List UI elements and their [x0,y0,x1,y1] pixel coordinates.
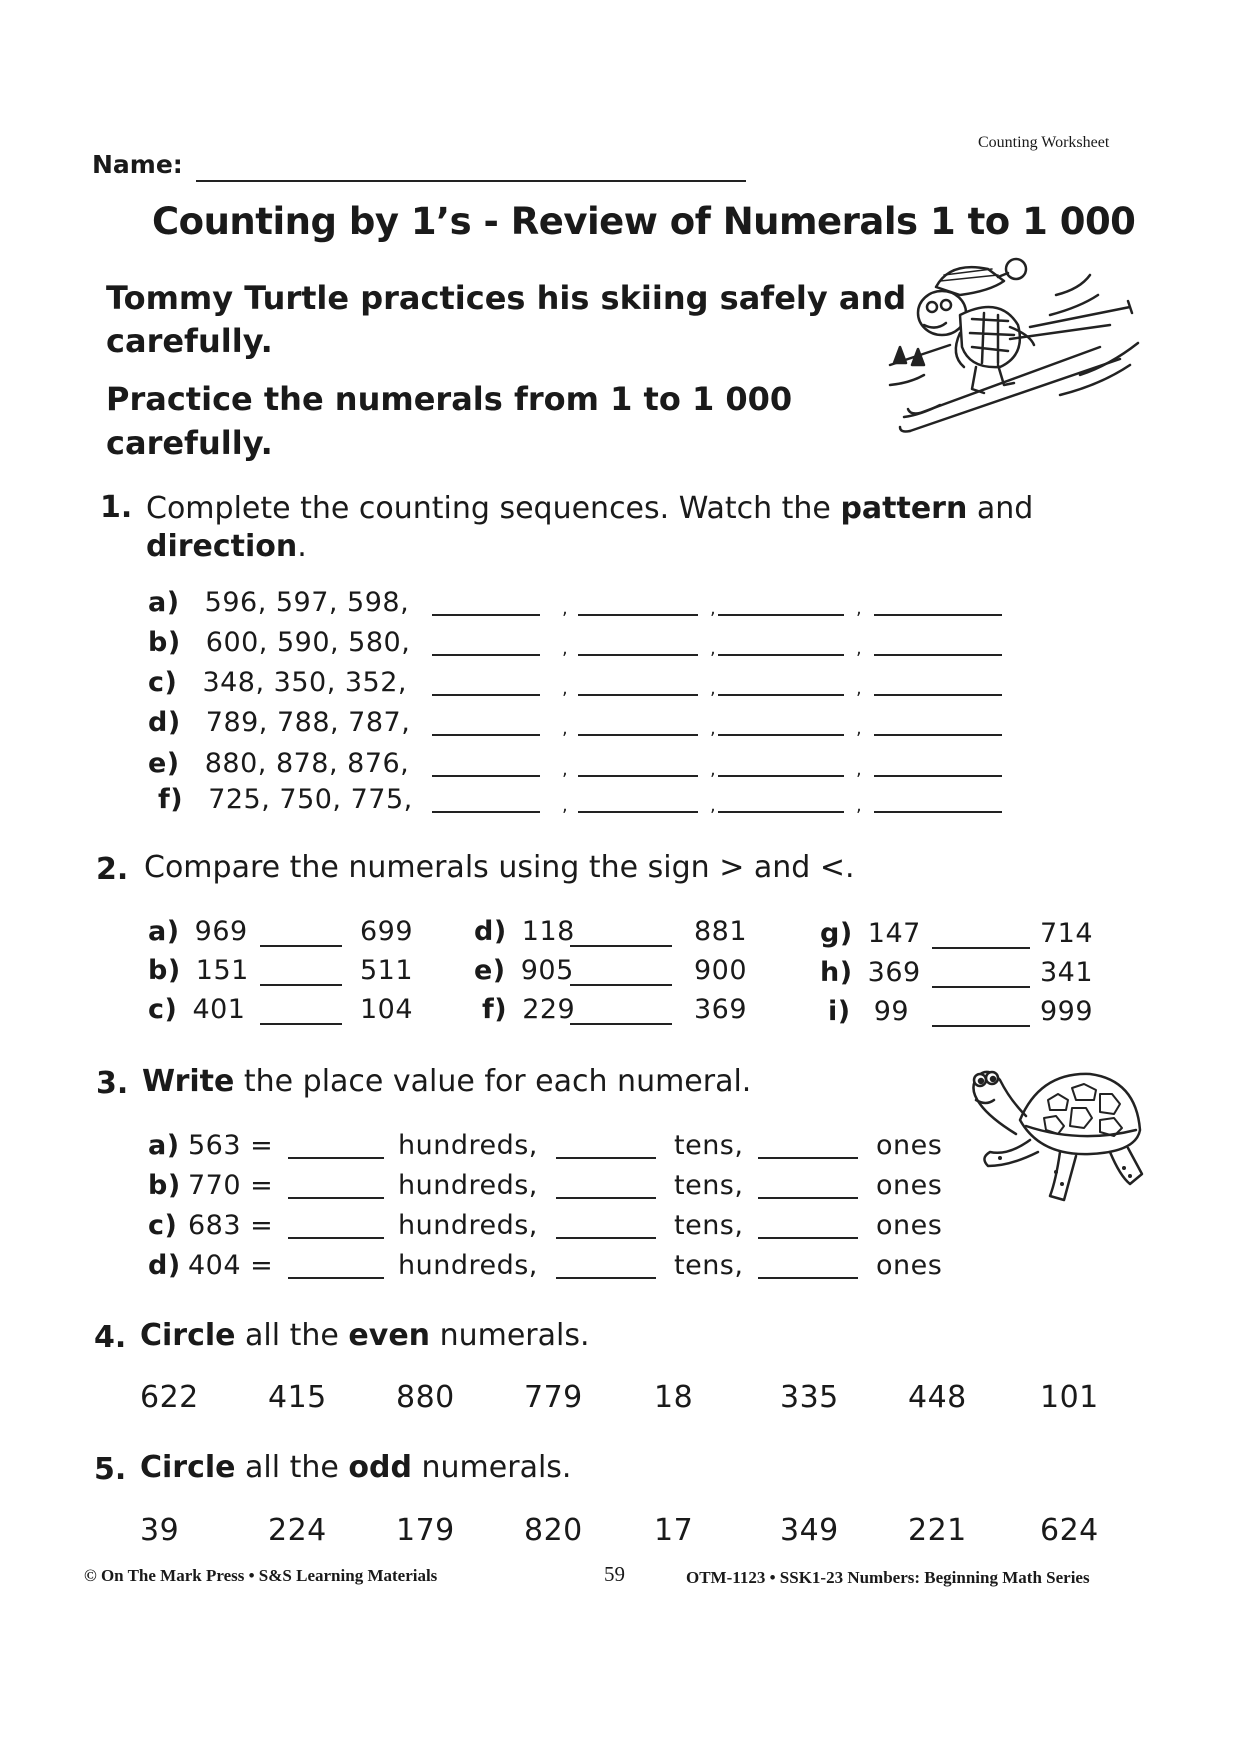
hundreds-word: hundreds, [398,1210,538,1241]
svg-text:,: , [562,718,568,739]
q5-text-1: all the [235,1450,349,1485]
left-number: 151 [195,955,249,986]
numeral-option[interactable]: 17 [654,1513,694,1548]
sequence: 596, 597, 598, [204,587,410,618]
q4-prompt [140,1318,590,1353]
sequence: 600, 590, 580, [205,627,411,658]
left-number: 147 [867,918,921,949]
item-label: c) [148,667,178,698]
intro-line-2: carefully. [106,322,273,360]
q2-right-number: 881 [694,916,748,947]
q3-answer-blank[interactable] [758,1277,858,1279]
left-number: 401 [192,994,246,1025]
q1-bold-direction: direction [146,529,298,564]
q2-blank-f[interactable] [570,1023,672,1025]
hundreds-word: hundreds, [398,1130,538,1161]
q3-answer-blank[interactable] [556,1237,656,1239]
numeral-option[interactable]: 415 [268,1380,327,1415]
item-label: g) [820,918,853,949]
ones-word: ones [876,1210,943,1241]
q2-right-number: 699 [360,916,414,947]
turtle-illustration [960,1060,1150,1210]
left-number: 118 [521,916,575,947]
sequence: 725, 750, 775, [208,784,413,815]
numeral-option[interactable]: 349 [780,1513,839,1548]
q1-text-a: Complete the counting sequences. Watch the [146,491,841,526]
q3-answer-blank[interactable] [556,1197,656,1199]
tens-word: tens, [674,1250,744,1281]
svg-text:,: , [856,598,862,619]
q1-bold-pattern: pattern [840,491,968,526]
q5-bold-circle: Circle [140,1450,236,1485]
svg-text:,: , [562,678,568,699]
item-label: a) [148,1130,180,1161]
q5-number: 5. [94,1452,127,1487]
q5-text-2: numerals. [411,1450,572,1485]
item-label: a) [148,587,180,618]
numeral-option[interactable]: 448 [908,1380,967,1415]
svg-text:,: , [710,678,716,699]
tens-word: tens, [674,1130,744,1161]
q5-prompt [140,1450,571,1485]
left-number: 905 [520,955,574,986]
numeral-option[interactable]: 624 [1040,1513,1099,1548]
q4-bold-circle: Circle [140,1318,236,1353]
sequence: 789, 788, 787, [205,707,411,738]
item-label: b) [148,627,181,658]
sequence: 348, 350, 352, [202,667,407,698]
q3-text: the place value for each numeral. [234,1064,752,1099]
item-label: d) [148,1250,181,1281]
item-label: c) [148,994,178,1025]
q2-blank-h[interactable] [932,986,1030,988]
sequence: 880, 878, 876, [204,748,410,779]
q1-text-c: . [297,529,307,564]
q2-prompt: Compare the numerals using the sign > and <. [144,850,855,885]
page-number: 59 [604,1562,625,1586]
q2-blank-i[interactable] [932,1025,1030,1027]
name-label: Name: [92,150,183,179]
numeral-option[interactable]: 820 [524,1513,583,1548]
place-value-number: 770 = [188,1170,274,1201]
worksheet-tag: Counting Worksheet [978,134,1110,151]
q2-blank-e[interactable] [570,984,672,986]
q2-item [820,957,921,988]
tens-word: tens, [674,1170,744,1201]
intro-line-3: Practice the numerals from 1 to 1 000 [106,380,793,418]
svg-text:,: , [710,718,716,739]
ones-word: ones [876,1250,943,1281]
svg-text:,: , [562,759,568,780]
numeral-option[interactable]: 101 [1040,1380,1099,1415]
q4-bold-even: even [348,1318,431,1353]
item-label: h) [820,957,853,988]
q1-text-b: and [967,491,1034,526]
place-value-number: 404 = [188,1250,274,1281]
item-label: e) [474,955,506,986]
q2-item [148,916,248,947]
numeral-option[interactable]: 18 [654,1380,694,1415]
numeral-option[interactable]: 880 [396,1380,455,1415]
numeral-option[interactable]: 224 [268,1513,327,1548]
q2-blank-d[interactable] [570,945,672,947]
q3-answer-blank[interactable] [288,1237,384,1239]
svg-text:,: , [562,598,568,619]
item-label: d) [474,916,507,947]
left-number: 99 [873,996,910,1027]
svg-text:,: , [856,718,862,739]
place-value-number: 563 = [188,1130,274,1161]
q3-answer-blank[interactable] [758,1157,858,1159]
svg-text:,: , [710,795,716,816]
q2-item [148,994,246,1025]
item-label: d) [148,707,181,738]
q4-text-2: numerals. [430,1318,590,1353]
svg-text:,: , [710,759,716,780]
numeral-option[interactable]: 221 [908,1513,967,1548]
q2-item [148,955,249,986]
q2-right-number: 369 [694,994,748,1025]
q3-answer-blank[interactable] [556,1157,656,1159]
item-label: i) [828,996,851,1027]
svg-text:,: , [856,678,862,699]
intro-line-1: Tommy Turtle practices his skiing safely and [106,279,907,317]
hundreds-word: hundreds, [398,1250,538,1281]
q2-item [820,918,921,949]
tens-word: tens, [674,1210,744,1241]
q2-item [482,994,575,1025]
q2-blank-g[interactable] [932,947,1030,949]
q2-right-number: 999 [1040,996,1094,1027]
q5-bold-odd: odd [348,1450,412,1485]
q3-answer-blank[interactable] [556,1277,656,1279]
svg-text:,: , [856,795,862,816]
q2-item [474,916,575,947]
q2-blank-c[interactable] [260,1023,342,1025]
q2-item [828,996,909,1027]
ones-word: ones [876,1170,943,1201]
svg-text:,: , [856,759,862,780]
numeral-option[interactable]: 179 [396,1513,455,1548]
q2-blank-a[interactable] [260,945,342,947]
left-number: 229 [522,994,576,1025]
item-label: f) [482,994,508,1025]
footer-series: OTM-1123 • SSK1-23 Numbers: Beginning Math Series [686,1568,1090,1587]
q1-number: 1. [100,490,133,525]
q4-number: 4. [94,1320,127,1355]
q3-answer-blank[interactable] [288,1197,384,1199]
left-number: 969 [194,916,248,947]
q3-answer-blank[interactable] [288,1157,384,1159]
svg-text:,: , [562,795,568,816]
q3-answer-blank[interactable] [758,1197,858,1199]
item-label: c) [148,1210,178,1241]
item-label: b) [148,1170,181,1201]
svg-text:,: , [710,638,716,659]
item-label: e) [148,748,180,779]
svg-text:,: , [856,638,862,659]
q2-right-number: 104 [360,994,414,1025]
intro-line-4: carefully. [106,424,273,462]
q3-answer-blank[interactable] [758,1237,858,1239]
q3-prompt [142,1064,751,1099]
q3-answer-blank[interactable] [288,1277,384,1279]
q3-bold-write: Write [142,1064,235,1099]
hundreds-word: hundreds, [398,1170,538,1201]
q4-text-1: all the [235,1318,349,1353]
q2-item [474,955,574,986]
numeral-option[interactable]: 622 [140,1380,199,1415]
q2-number: 2. [96,852,129,887]
left-number: 369 [867,957,921,988]
place-value-number: 683 = [188,1210,274,1241]
ones-word: ones [876,1130,943,1161]
q2-blank-b[interactable] [260,984,342,986]
q2-right-number: 714 [1040,918,1094,949]
item-label: b) [148,955,181,986]
footer-copyright: © On The Mark Press • S&S Learning Materials [84,1566,438,1585]
numeral-option[interactable]: 335 [780,1380,839,1415]
q2-right-number: 900 [694,955,748,986]
svg-text:,: , [562,638,568,659]
q2-right-number: 341 [1040,957,1094,988]
q3-number: 3. [96,1066,129,1101]
page-title: Counting by 1’s - Review of Numerals 1 to 1 000 [152,200,1136,243]
svg-text:,: , [710,598,716,619]
numeral-option[interactable]: 779 [524,1380,583,1415]
item-label: a) [148,916,180,947]
numeral-option[interactable]: 39 [140,1513,180,1548]
q2-right-number: 511 [360,955,414,986]
item-label: f) [158,784,184,815]
